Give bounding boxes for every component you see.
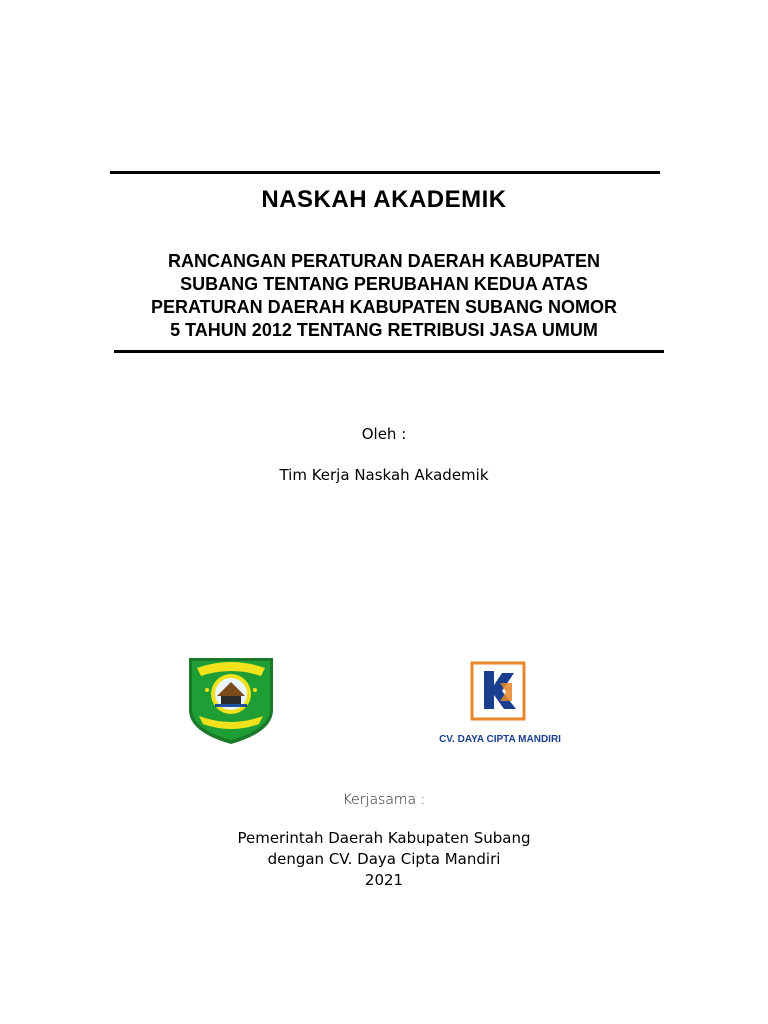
by-label: Oleh :	[361, 425, 407, 443]
footer-year: 2021	[364, 871, 404, 889]
cooperation-label: Kerjasama :	[342, 792, 426, 808]
kabupaten-subang-emblem-icon	[185, 654, 277, 746]
subtitle-line: 5 TAHUN 2012 TENTANG RETRIBUSI JASA UMUM	[170, 320, 598, 340]
company-label: CV. DAYA CIPTA MANDIRI	[439, 734, 561, 745]
document-subtitle	[100, 250, 668, 342]
subtitle-line: SUBANG TENTANG PERUBAHAN KEDUA ATAS	[180, 274, 588, 294]
footer-line: Pemerintah Daerah Kabupaten Subang	[237, 829, 531, 847]
author-name: Tim Kerja Naskah Akademik	[279, 466, 489, 484]
top-divider	[110, 171, 660, 174]
footer-line: dengan CV. Daya Cipta Mandiri	[267, 850, 501, 868]
subtitle-line: PERATURAN DAERAH KABUPATEN SUBANG NOMOR	[151, 297, 617, 317]
cv-daya-cipta-mandiri-logo-icon	[470, 661, 526, 721]
footer-block	[0, 828, 768, 891]
subtitle-line: RANCANGAN PERATURAN DAERAH KABUPATEN	[168, 251, 600, 271]
document-title: NASKAH AKADEMIK	[261, 186, 507, 213]
bottom-divider	[114, 350, 664, 353]
